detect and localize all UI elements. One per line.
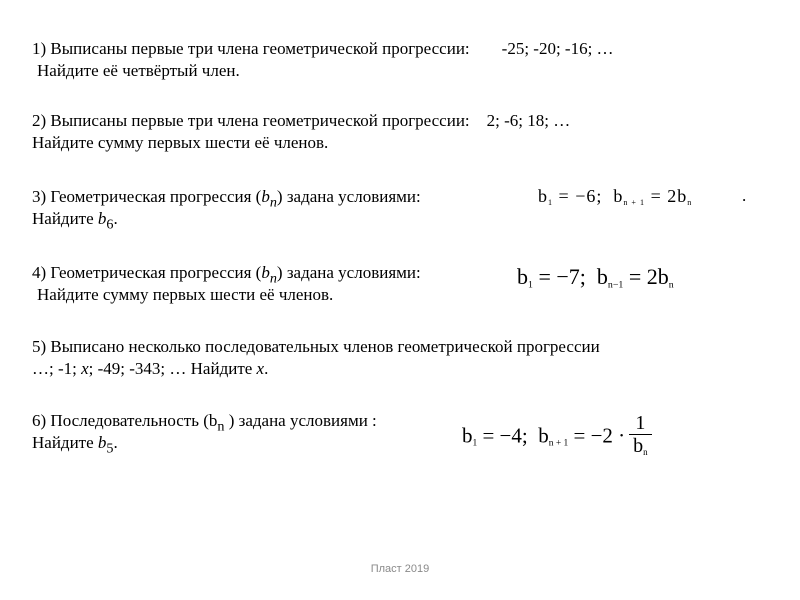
problem-4-formula-b-val-sub: n	[668, 279, 674, 291]
problem-4-formula-a-val: = −7;	[532, 264, 586, 289]
problem-3-question-pre: Найдите	[32, 209, 98, 228]
problem-4-var-sub: n	[269, 270, 277, 287]
problem-6-fraction-den-var: b	[633, 435, 644, 457]
problem-3-formula	[538, 186, 692, 207]
problem-2-question: Найдите сумму первых шести её членов.	[32, 133, 329, 152]
problem-2-text: 2) Выписаны первые три члена геометрической прогрессии:	[32, 111, 470, 130]
problem-6-question	[32, 432, 772, 457]
problem-6-fraction-denominator	[629, 434, 652, 463]
problem-3-formula-a-val: = −6;	[553, 186, 603, 206]
problem-6-fraction	[629, 412, 652, 463]
problem-1-question: Найдите её четвёртый член.	[37, 61, 240, 80]
problem-4-text-pre: 4) Геометрическая прогрессия (	[32, 263, 262, 282]
problem-3-var: b	[261, 187, 270, 206]
problem-6-question-post: .	[113, 433, 118, 452]
problem-3-question-sub: 6	[106, 216, 114, 233]
problem-6-statement	[32, 410, 772, 435]
problem-5-question	[32, 358, 772, 380]
problem-3-question-var: b	[97, 209, 107, 228]
problem-1-sequence: -25; -20; -16; …	[501, 39, 614, 58]
problem-3-formula-b-sub: n + 1	[623, 197, 646, 207]
problem-1-text: 1) Выписаны первые три члена геометрической прогрессии:	[32, 39, 470, 58]
footer-caption: Пласт 2019	[370, 563, 430, 575]
problem-6-formula-b-val: = −2 ·	[568, 423, 626, 448]
problem-4-text-post: ) задана условиями:	[276, 263, 421, 282]
problem-4-formula-b-sub: n−1	[607, 279, 624, 291]
problem-6-formula	[462, 412, 652, 463]
problem-6-text-post: ) задана условиями :	[224, 411, 377, 430]
problem-3-formula-a: b	[538, 186, 548, 206]
problem-3-var-sub: n	[269, 194, 277, 211]
problem-4-question: Найдите сумму первых шести её членов.	[37, 285, 334, 304]
problem-3-formula-b: b	[613, 186, 624, 206]
problem-6-question-var: b	[97, 433, 107, 452]
problem-4-formula-b-val: = 2b	[623, 264, 669, 289]
problem-6-fraction-den-sub: n	[643, 447, 648, 458]
problem-2-statement	[32, 110, 772, 132]
problem-6-sub: n	[217, 418, 225, 435]
problem-1-statement	[32, 38, 772, 60]
problem-5-statement: 5) Выписано несколько последовательных членов геометрической прогрессии	[32, 337, 600, 356]
problem-3-formula-a-sub: 1	[548, 197, 554, 207]
problem-3-text-post: ) задана условиями:	[276, 187, 421, 206]
problem-4-formula-b: b	[596, 264, 608, 289]
problem-4-formula-a: b	[517, 264, 528, 289]
problem-5-sequence-post: .	[264, 359, 269, 378]
problem-6-formula-b: b	[538, 423, 549, 448]
problem-6-question-pre: Найдите	[32, 433, 98, 452]
problem-2-sequence: 2; -6; 18; …	[486, 111, 571, 130]
problem-6-text-pre: 6) Последовательность (b	[32, 411, 218, 430]
problem-6-fraction-numerator: 1	[635, 412, 646, 434]
problem-6	[32, 410, 772, 457]
problem-6-formula-a-val: = −4;	[477, 423, 528, 448]
problem-3-formula-b-val-sub: n	[687, 197, 693, 207]
problem-4-formula-a-sub: 1	[528, 279, 533, 291]
problem-5-var-2: x	[256, 359, 265, 378]
problem-5	[32, 336, 772, 380]
problem-6-question-sub: 5	[106, 440, 114, 457]
problem-1	[32, 38, 772, 82]
problem-6-formula-a: b	[462, 423, 473, 448]
problem-2	[32, 110, 772, 154]
problem-3-text-pre: 3) Геометрическая прогрессия (	[32, 187, 262, 206]
problem-5-sequence-mid: ; -49; -343; … Найдите	[88, 359, 257, 378]
problem-3-dot: .	[742, 186, 747, 205]
problem-5-sequence-pre: …; -1;	[32, 359, 82, 378]
problem-3-question-post: .	[113, 209, 118, 228]
problem-4-formula	[517, 264, 674, 290]
problem-3-question	[32, 208, 772, 233]
problem-4-var: b	[261, 263, 270, 282]
problem-6-formula-a-sub: 1	[472, 438, 478, 449]
problem-3-formula-b-val: = 2b	[645, 186, 688, 206]
problem-5-var: x	[81, 359, 89, 378]
problem-6-formula-b-sub: n + 1	[548, 438, 569, 449]
